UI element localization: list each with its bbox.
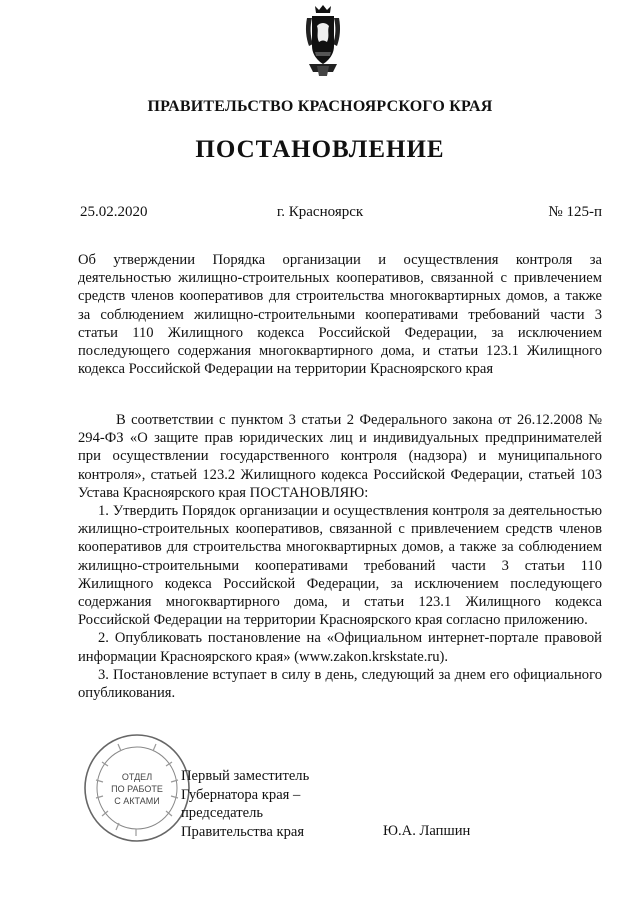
document-subject: Об утверждении Порядка организации и осуществления контроля за деятельностью жилищно-строительных кооперативов, связанной с привлечением средств членов кооперативов для строительства многоквартирных домов, а также за соблюдением жилищно-строительными кооперативами требований части 3 статьи 110 Жилищного кодекса Российской Федерации, за исключением последующего содержания многоквартирного дома, и статьи 123.1 Жилищного кодекса Российской Федерации на территории Красноярского края [78,252,602,378]
resolution-item-3: 3. Постановление вступает в силу в день, следующий за днем его официального опубликования. [78,666,602,702]
signer-position-line-1: Первый заместитель [181,768,310,784]
resolution-item-1: 1. Утвердить Порядок организации и осуществления контроля за деятельностью жилищно-строительных кооперативов, связанной с привлечением средств членов кооперативов для строительства многоквартирных домов, а также за соблюдением жилищно-строительными кооперативами требований части 3 статьи 110 Жилищного кодекса Российской Федерации, за исключением последующего содержания многоквартирного дома, и статьи 123.1 Жилищного кодекса Российской Федерации на территории Красноярского края согласно приложению. [78,503,602,629]
stamp-line-1: ОТДЕЛ [121,772,153,782]
preamble-paragraph: В соответствии с пунктом 3 статьи 2 Федерального закона от 26.12.2008 № 294-ФЗ «О защите прав юридических лиц и индивидуальных предпринимателей при осуществлении государственного контроля (надзора) и муниципального контроля», статьей 123.2 Жилищного кодекса Российской Федерации, статьей 103 Устава Красноярского края ПОСТАНОВЛЯЮ: [78,412,602,501]
signer-name: Ю.А. Лапшин [383,823,471,839]
signer-position-line-2: Губернатора края – [181,786,301,803]
official-stamp-icon [82,732,192,844]
signature-block [181,767,309,841]
coat-of-arms-icon [303,4,343,78]
resolution-item-2: 2. Опубликовать постановление на «Официальном интернет-портале правовой информации Красноярского края» (www.zakon.krskstate.ru). [78,630,602,665]
signer-position-line-4: Правительства края [181,823,305,840]
document-body [78,411,602,702]
document-city: г. Красноярск [276,204,364,220]
stamp-line-2: ПО РАБОТЕ [111,784,163,794]
document-number: № 125-п [548,204,602,220]
document-date: 25.02.2020 [80,204,148,220]
government-name: ПРАВИТЕЛЬСТВО КРАСНОЯРСКОГО КРАЯ [147,98,493,115]
signer-position-line-3: председатель [181,805,264,821]
stamp-line-3: С АКТАМИ [114,796,160,806]
document-type-title: ПОСТАНОВЛЕНИЕ [195,136,445,163]
